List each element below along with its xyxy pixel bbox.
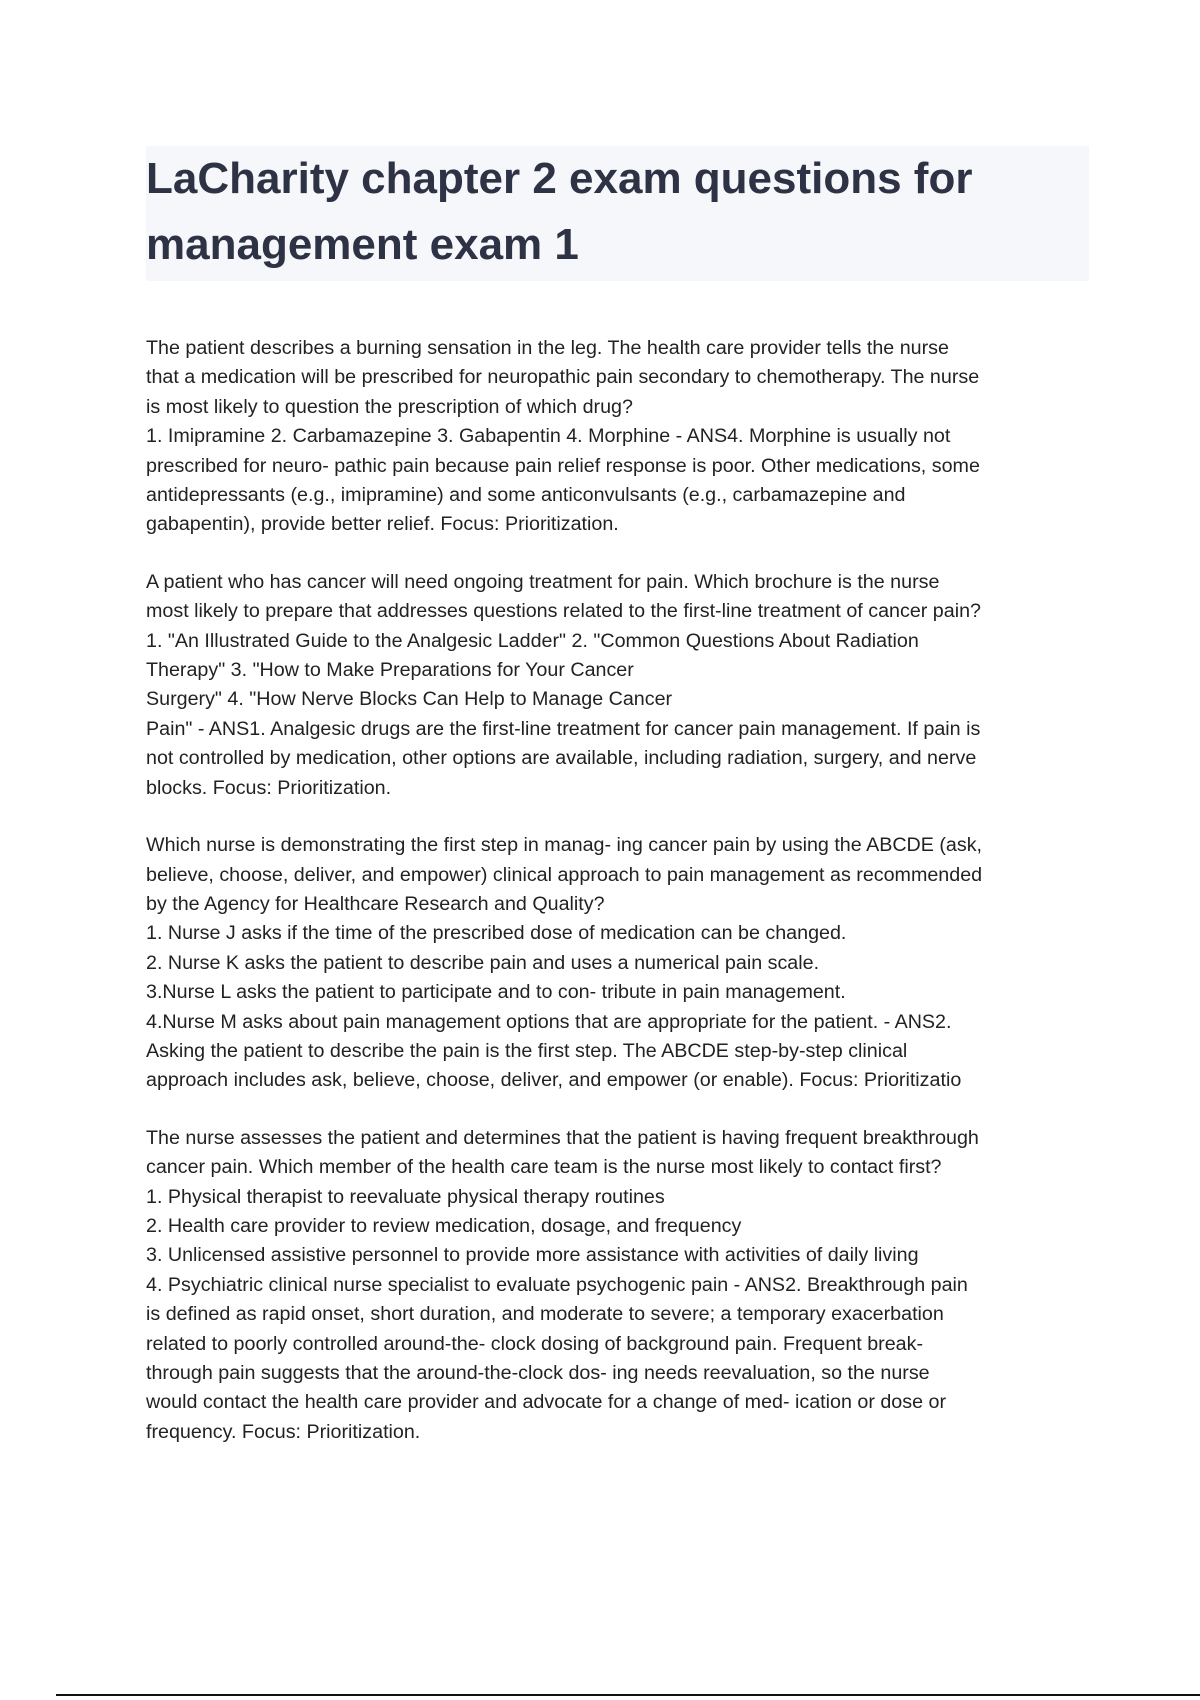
text-line: 1. "An Illustrated Guide to the Analgesic Ladder" 2. "Common Questions About Radiation bbox=[146, 629, 919, 652]
text-line: antidepressants (e.g., imipramine) and some anticonvulsants (e.g., carbamazepine and bbox=[146, 484, 906, 507]
text-line: believe, choose, deliver, and empower) clinical approach to pain management as recommended bbox=[146, 863, 983, 886]
text-line: cancer pain. Which member of the health care team is the nurse most likely to contact first? bbox=[146, 1156, 942, 1179]
text-line: most likely to prepare that addresses questions related to the first-line treatment of cancer pain? bbox=[146, 600, 981, 623]
text-line: related to poorly controlled around-the- clock dosing of background pain. Frequent break- bbox=[146, 1332, 924, 1355]
text-line: Pain" - ANS1. Analgesic drugs are the first-line treatment for cancer pain management. If pain is bbox=[146, 717, 981, 740]
text-line: Which nurse is demonstrating the first step in manag- ing cancer pain by using the ABCDE (ask, bbox=[146, 834, 983, 857]
title-line: management exam 1 bbox=[146, 220, 579, 269]
text-line: 1. Imipramine 2. Carbamazepine 3. Gabapentin 4. Morphine - ANS4. Morphine is usually not bbox=[146, 425, 951, 448]
title-box bbox=[146, 146, 1089, 281]
text-line: would contact the health care provider and advocate for a change of med- ication or dose or bbox=[146, 1391, 947, 1414]
text-line: Therapy" 3. "How to Make Preparations for Your Cancer bbox=[146, 659, 634, 682]
text-line: not controlled by medication, other options are available, including radiation, surgery, and nerve bbox=[146, 747, 977, 770]
title-line: LaCharity chapter 2 exam questions for bbox=[146, 154, 973, 203]
text-line: Surgery" 4. "How Nerve Blocks Can Help to Manage Cancer bbox=[146, 688, 673, 711]
text-line: 1. Physical therapist to reevaluate physical therapy routines bbox=[146, 1185, 665, 1208]
text-line: that a medication will be prescribed for neuropathic pain secondary to chemotherapy. The nurse bbox=[146, 366, 980, 389]
question-block-3 bbox=[146, 831, 1090, 1096]
text-line: 4. Psychiatric clinical nurse specialist to evaluate psychogenic pain - ANS2. Breakthrough pain bbox=[146, 1273, 968, 1296]
text-line: The nurse assesses the patient and determines that the patient is having frequent breakthrough bbox=[146, 1126, 979, 1149]
text-line: 4.Nurse M asks about pain management options that are appropriate for the patient. - ANS2. bbox=[146, 1010, 952, 1033]
text-line: 3.Nurse L asks the patient to participate and to con- tribute in pain management. bbox=[146, 981, 846, 1004]
text-line: frequency. Focus: Prioritization. bbox=[146, 1420, 421, 1443]
text-line: Asking the patient to describe the pain is the first step. The ABCDE step-by-step clinical bbox=[146, 1039, 908, 1062]
text-line: 2. Nurse K asks the patient to describe pain and uses a numerical pain scale. bbox=[146, 951, 820, 974]
text-line: is defined as rapid onset, short duration, and moderate to severe; a temporary exacerbation bbox=[146, 1303, 944, 1326]
text-line: blocks. Focus: Prioritization. bbox=[146, 776, 392, 799]
text-line: 1. Nurse J asks if the time of the prescribed dose of medication can be changed. bbox=[146, 922, 847, 945]
text-line: prescribed for neuro- pathic pain because pain relief response is poor. Other medications, some bbox=[146, 454, 980, 477]
question-block-4 bbox=[146, 1124, 1090, 1447]
text-line: The patient describes a burning sensation in the leg. The health care provider tells the nurse bbox=[146, 337, 949, 359]
page-bottom-rule bbox=[56, 1694, 1200, 1696]
text-line: 3. Unlicensed assistive personnel to provide more assistance with activities of daily living bbox=[146, 1244, 919, 1267]
question-block-2 bbox=[146, 568, 1090, 803]
text-line: 2. Health care provider to review medication, dosage, and frequency bbox=[146, 1214, 742, 1237]
text-line: A patient who has cancer will need ongoing treatment for pain. Which brochure is the nurse bbox=[146, 570, 940, 593]
text-line: by the Agency for Healthcare Research and Quality? bbox=[146, 892, 605, 915]
text-line: is most likely to question the prescription of which drug? bbox=[146, 395, 633, 418]
text-line: gabapentin), provide better relief. Focus: Prioritization. bbox=[146, 513, 619, 536]
text-line: through pain suggests that the around-the-clock dos- ing needs reevaluation, so the nurse bbox=[146, 1362, 930, 1384]
question-block-1 bbox=[146, 334, 1090, 540]
document-title bbox=[146, 146, 1089, 278]
document-body bbox=[146, 334, 1090, 1475]
text-line: approach includes ask, believe, choose, deliver, and empower (or enable). Focus: Prioritizatio bbox=[146, 1069, 962, 1092]
